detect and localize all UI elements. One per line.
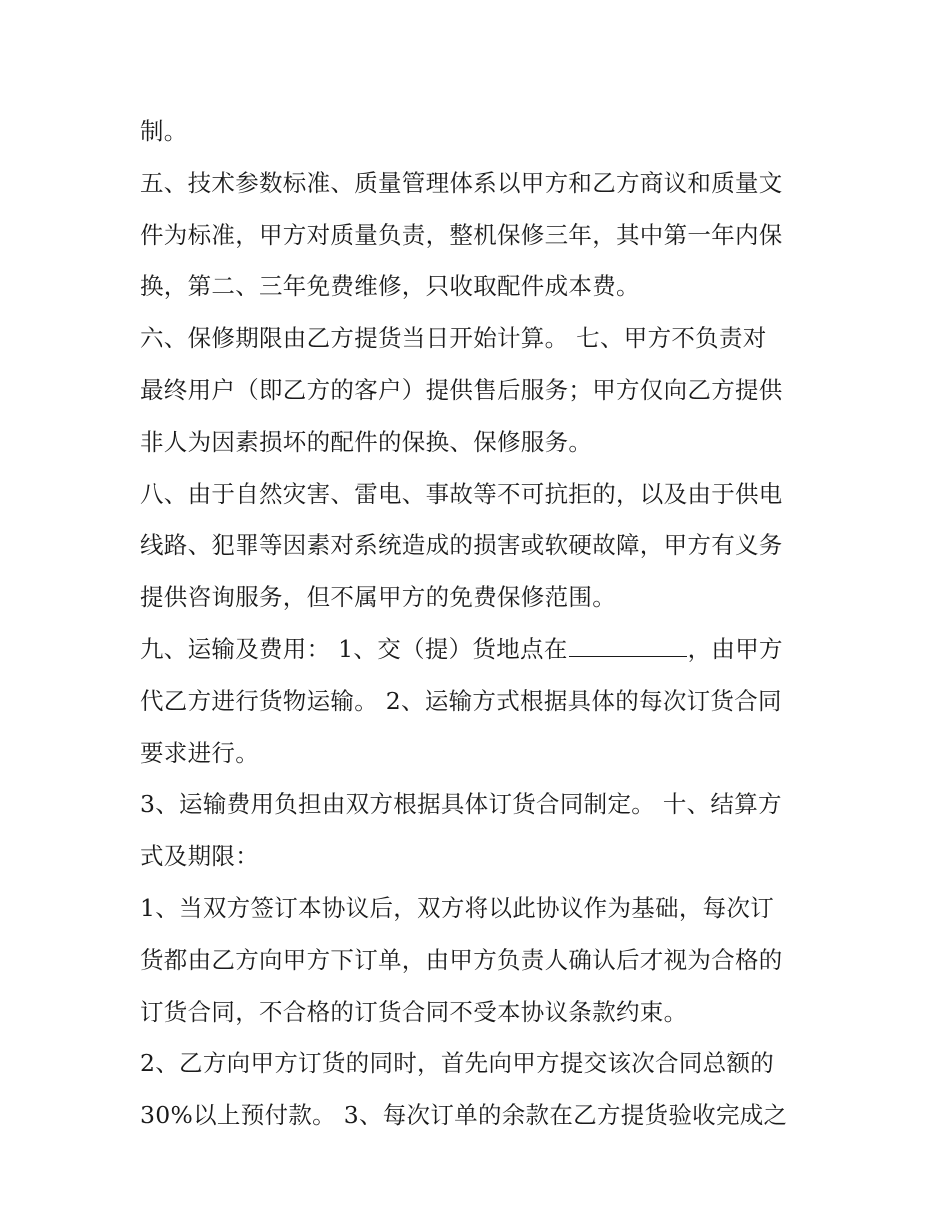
text-line: 最终用户（即乙方的客户）提供售后服务；甲方仅向乙方提供	[140, 375, 783, 404]
text-line: 30%以上预付款。 3、每次订单的余款在乙方提货验收完成之	[140, 1101, 788, 1130]
text-line: 代乙方进行货物运输。 2、运输方式根据具体的每次订货合同	[140, 686, 782, 715]
text-line: 订货合同，不合格的订货合同不受本协议条款约束。	[140, 997, 688, 1026]
text-line: 换，第二、三年免费维修，只收取配件成本费。	[140, 272, 640, 301]
text-segment: ，由甲方	[687, 634, 783, 663]
contract-text	[140, 106, 820, 1142]
text-line: 货都由乙方向甲方下订单，由甲方负责人确认后才视为合格的	[140, 945, 783, 974]
text-line: 1、当双方签订本协议后，双方将以此协议作为基础，每次订	[140, 893, 775, 922]
text-line: 件为标准，甲方对质量负责，整机保修三年，其中第一年内保	[140, 220, 783, 249]
text-line-with-blank	[140, 624, 820, 676]
text-line: 线路、犯罪等因素对系统造成的损害或软硬故障，甲方有义务	[140, 531, 783, 560]
text-line: 3、运输费用负担由双方根据具体订货合同制定。 十、结算方	[140, 790, 782, 819]
text-line: 式及期限：	[140, 842, 259, 871]
text-segment: 九、运输及费用： 1、交（提）货地点在	[140, 634, 568, 663]
text-line: 2、乙方向甲方订货的同时，首先向甲方提交该次合同总额的	[140, 1049, 775, 1078]
text-line: 制。	[140, 117, 188, 145]
fill-in-blank	[569, 634, 687, 657]
text-line: 五、技术参数标准、质量管理体系以甲方和乙方商议和质量文	[140, 168, 783, 197]
text-line: 非人为因素损坏的配件的保换、保修服务。	[140, 427, 593, 456]
text-line: 八、由于自然灾害、雷电、事故等不可抗拒的，以及由于供电	[140, 479, 783, 508]
text-line: 六、保修期限由乙方提货当日开始计算。 七、甲方不负责对	[140, 324, 767, 353]
text-line: 提供咨询服务，但不属甲方的免费保修范围。	[140, 583, 616, 612]
text-line: 要求进行。	[140, 738, 259, 767]
